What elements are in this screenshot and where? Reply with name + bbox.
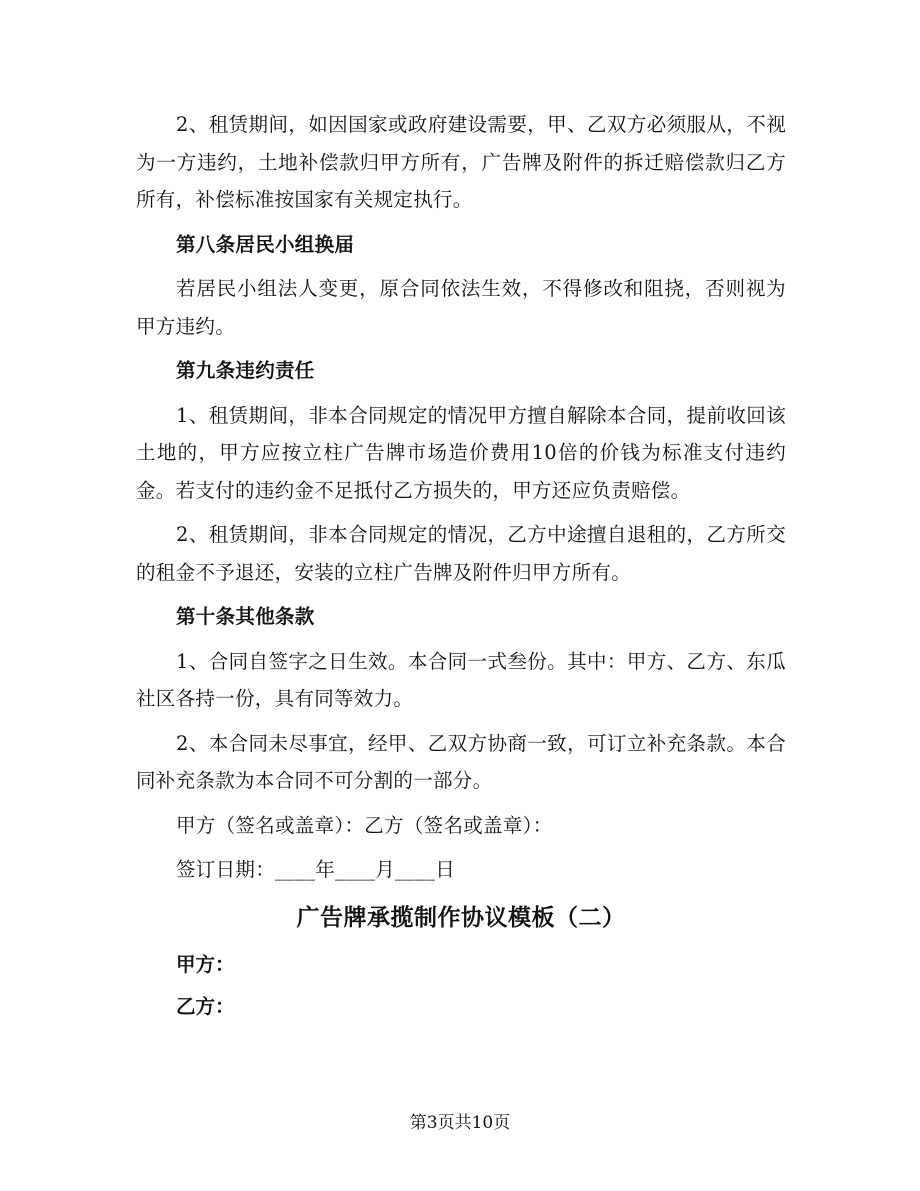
party-a-label: 甲方： <box>176 952 235 976</box>
signing-date-line: 签订日期：____年____月____日 <box>176 858 455 881</box>
heading-article-10: 第十条其他条款 <box>176 605 315 628</box>
paragraph-article-9-1: 1、租赁期间，非本合同规定的情况甲方擅自解除本合同，提前收回该土地的，甲方应按立柱广告牌市场造价费用10倍的价钱为标准支付违约金。若支付的违约金不足抵付乙方损失的，甲方还应负责赔偿。 <box>136 403 786 502</box>
paragraph-clause-7-2: 2、租赁期间，如因国家或政府建设需要，甲、乙双方必须服从，不视为一方违约，土地补偿款归甲方所有，广告牌及附件的拆迁赔偿款归乙方所有，补偿标准按国家有关规定执行。 <box>136 113 786 211</box>
heading-article-8: 第八条居民小组换届 <box>176 232 355 256</box>
paragraph-article-9-2: 2、租赁期间，非本合同规定的情况，乙方中途擅自退租的，乙方所交的租金不予退还，安装的立柱广告牌及附件归甲方所有。 <box>136 523 786 584</box>
heading-article-9: 第九条违约责任 <box>176 359 315 382</box>
paragraph-article-10-2: 2、本合同未尽事宜，经甲、乙双方协商一致，可订立补充条款。本合同补充条款为本合同不可分割的一部分。 <box>136 731 786 792</box>
document-body <box>136 106 786 1026</box>
paragraph-article-8: 若居民小组法人变更，原合同依法生效，不得修改和阻挠，否则视为甲方违约。 <box>136 277 786 338</box>
signature-line: 甲方（签名或盖章）：乙方（签名或盖章）： <box>176 813 553 837</box>
paragraph-article-10-1: 1、合同自签字之日生效。本合同一式叁份。其中：甲方、乙方、东瓜社区各持一份，具有同等效力。 <box>136 649 786 710</box>
section-title: 广告牌承揽制作协议模板（二） <box>296 903 626 931</box>
page-number-footer: 第3页共10页 <box>409 1113 511 1133</box>
party-b-label: 乙方： <box>176 994 235 1018</box>
